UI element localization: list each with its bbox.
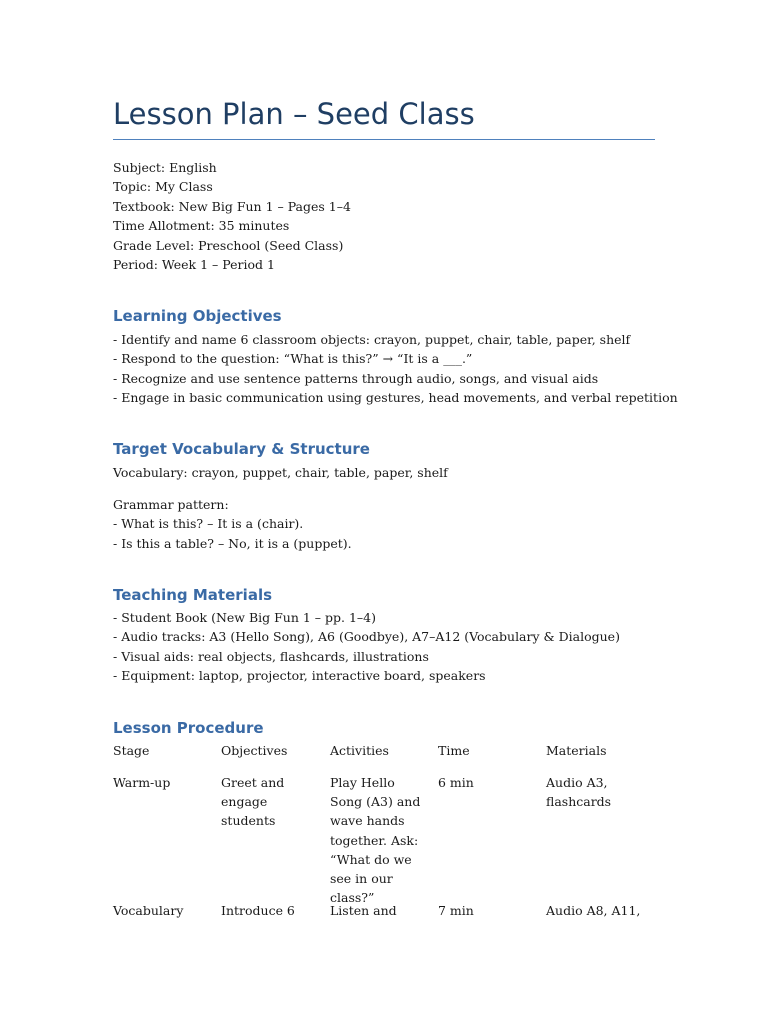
vocabulary-section: [113, 463, 655, 482]
grammar-section: [113, 495, 655, 553]
grammar-item: - Is this a table? – No, it is a (puppet).: [113, 535, 352, 551]
lesson-info: [113, 158, 655, 274]
title-divider: [113, 139, 655, 140]
table-header-row: [113, 741, 655, 773]
column-header-stage: Stage: [113, 743, 150, 758]
table-row: [113, 901, 655, 941]
objective-item: - Respond to the question: “What is this?” → “It is a ___.”: [113, 351, 473, 367]
cell-time: 6 min: [438, 775, 474, 790]
column-header-time: Time: [438, 743, 470, 758]
info-subject: Subject: English: [113, 160, 217, 175]
vocabulary-line: Vocabulary: crayon, puppet, chair, table, paper, shelf: [113, 465, 448, 480]
grammar-item: - What is this? – It is a (chair).: [113, 516, 304, 532]
column-header-materials: Materials: [546, 743, 607, 758]
cell-materials: Audio A8, A11,: [546, 903, 641, 918]
table-row: [113, 773, 655, 906]
column-header-objectives: Objectives: [221, 743, 288, 758]
material-item: - Visual aids: real objects, flashcards, illustrations: [113, 648, 429, 664]
material-item: - Student Book (New Big Fun 1 – pp. 1–4): [113, 610, 376, 625]
cell-activities: Listen and: [330, 903, 397, 918]
objectives-heading: Learning Objectives: [113, 307, 282, 325]
objective-item: - Identify and name 6 classroom objects: crayon, puppet, chair, table, paper, shelf: [113, 332, 631, 347]
grammar-label: Grammar pattern:: [113, 497, 229, 512]
info-textbook: Textbook: New Big Fun 1 – Pages 1–4: [113, 198, 351, 214]
cell-time: 7 min: [438, 903, 474, 918]
objective-item: - Engage in basic communication using gestures, head movements, and verbal repetition: [113, 390, 678, 406]
column-header-activities: Activities: [330, 743, 389, 758]
material-item: - Audio tracks: A3 (Hello Song), A6 (Goodbye), A7–A12 (Vocabulary & Dialogue): [113, 629, 620, 645]
objectives-list: [113, 330, 678, 408]
procedure-table: [113, 741, 655, 941]
cell-objectives: Introduce 6: [221, 903, 295, 918]
info-time-allotment: Time Allotment: 35 minutes: [113, 218, 290, 234]
cell-stage: Vocabulary: [113, 903, 184, 918]
cell-objectives: Greet and engage students: [221, 775, 285, 829]
procedure-heading: Lesson Procedure: [113, 719, 264, 737]
document-title: Lesson Plan – Seed Class: [113, 97, 475, 131]
cell-activities: Play Hello Song (A3) and wave hands together. Ask: “What do we see in our class?”: [330, 775, 421, 906]
vocabulary-heading: Target Vocabulary & Structure: [113, 440, 370, 458]
materials-heading: Teaching Materials: [113, 586, 273, 604]
objective-item: - Recognize and use sentence patterns through audio, songs, and visual aids: [113, 370, 599, 386]
info-topic: Topic: My Class: [113, 179, 213, 195]
info-grade-level: Grade Level: Preschool (Seed Class): [113, 237, 344, 253]
material-item: - Equipment: laptop, projector, interactive board, speakers: [113, 668, 486, 684]
materials-list: [113, 608, 655, 686]
cell-stage: Warm-up: [113, 775, 171, 790]
info-period: Period: Week 1 – Period 1: [113, 256, 275, 272]
cell-materials: Audio A3, flashcards: [546, 775, 612, 810]
